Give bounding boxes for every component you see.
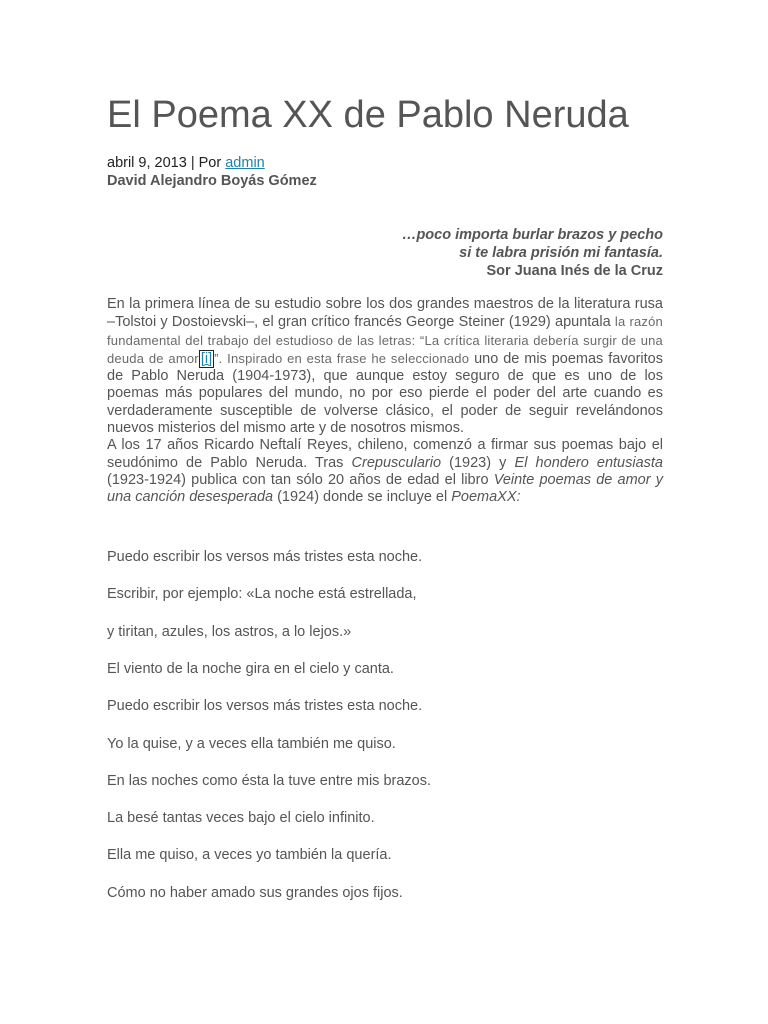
paragraph-1-text-a: En la primera línea de su estudio sobre los dos grandes maestros de la literatura rusa –Tolstoi y Dostoievski–, el gran crítico francés George Steiner (1929) apuntala <box>107 296 663 331</box>
verse-line: Cómo no haber amado sus grandes ojos fijos. <box>107 885 403 901</box>
epigraph-line-2: si te labra prisión mi fantasía. <box>459 245 663 261</box>
paragraph-1 <box>107 296 663 437</box>
verse-line: Escribir, por ejemplo: «La noche está estrellada, <box>107 586 417 602</box>
paragraph-2-text-e: (1923-1924) publica con tan sólo 20 años de edad el libro <box>107 471 494 488</box>
paragraph-1-text-d: uno de mis poemas favoritos de Pablo Neruda (1904-1973), que aunque estoy seguro de que es uno de los poemas más populares del mundo, no por eso pierde el poder del arte cuando es verdaderamente susceptible de volverse clásico, el poder de seguir revelándonos nuevos misterios del mismo arte y de nosotros mismos. <box>107 350 663 437</box>
book-title-hondero: El hondero entusiasta <box>514 454 663 471</box>
epigraph-attribution: Sor Juana Inés de la Cruz <box>486 263 663 279</box>
author-link[interactable]: admin <box>225 155 265 171</box>
poem-title: PoemaXX: <box>451 489 521 506</box>
verse-line: Puedo escribir los versos más tristes esta noche. <box>107 549 423 565</box>
verse-line: Puedo escribir los versos más tristes esta noche. <box>107 698 423 714</box>
author-name: David Alejandro Boyás Gómez <box>107 173 317 189</box>
paragraph-2 <box>107 437 663 506</box>
verse-line: Ella me quiso, a veces yo también la quería. <box>107 847 392 863</box>
meta-separator: | Por <box>186 155 226 171</box>
verse-line: En las noches como ésta la tuve entre mis brazos. <box>107 773 431 789</box>
paragraph-2-text-c: (1923) y <box>441 454 515 471</box>
article-body <box>107 296 663 507</box>
verse-line: El viento de la noche gira en el cielo y canta. <box>107 661 394 677</box>
epigraph <box>107 226 663 280</box>
paragraph-2-text-a: A los 17 años Ricardo Neftalí Reyes, chileno, comenzó a firmar sus poemas bajo el seudónimo de Pablo Neruda. Tras <box>107 437 663 471</box>
book-title-crepusculario: Crepusculario <box>351 454 442 471</box>
paragraph-2-text-g: (1924) donde se incluye el <box>273 489 452 506</box>
footnote-link[interactable]: [i] <box>200 350 213 367</box>
post-date: abril 9, 2013 <box>107 155 187 171</box>
verse-line: Yo la quise, y a veces ella también me quiso. <box>107 736 396 752</box>
verse-line: y tiritan, azules, los astros, a lo lejos.» <box>107 624 352 640</box>
paragraph-1-text-c: ”. Inspirado en esta frase he seleccionado <box>214 350 470 366</box>
page-title: El Poema XX de Pablo Neruda <box>107 94 629 136</box>
book-title-veinte-poemas: Veinte poemas de amor y una canción desesperada <box>107 471 663 506</box>
verse-line: La besé tantas veces bajo el cielo infinito. <box>107 810 375 826</box>
epigraph-line-1: …poco importa burlar brazos y pecho <box>401 227 663 243</box>
paragraph-1-quote: la razón fundamental del trabajo del estudioso de las letras: “La crítica literaria debería surgir de una deuda de amor <box>107 314 663 366</box>
post-meta <box>107 154 265 172</box>
